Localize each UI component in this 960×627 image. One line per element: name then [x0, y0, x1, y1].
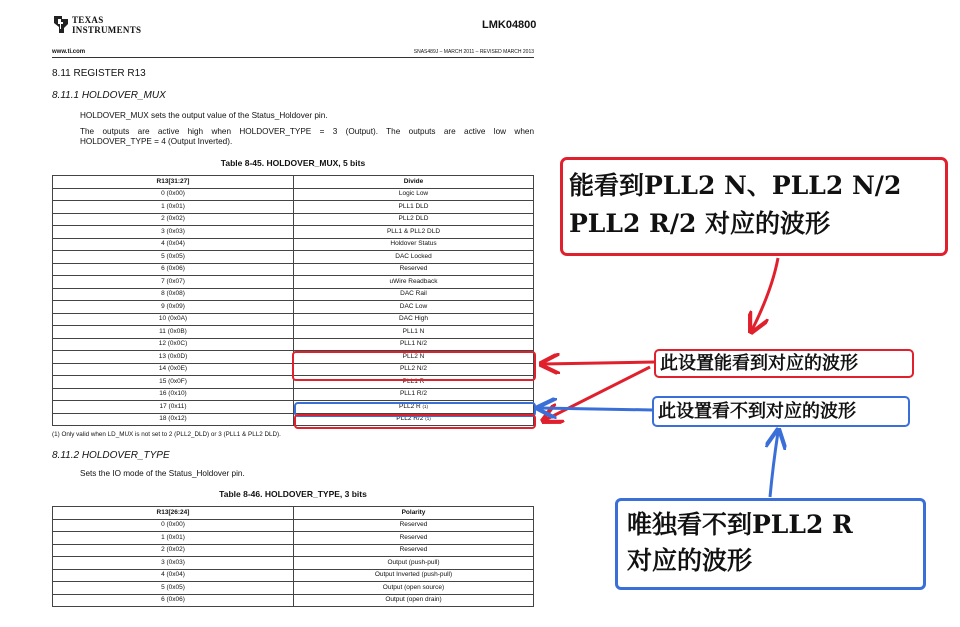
register-value-cell: 9 (0x09) — [53, 301, 294, 314]
setting-cell: Output (open source) — [294, 582, 534, 595]
register-value-cell: 14 (0x0E) — [53, 363, 294, 376]
section-title: 8.11 REGISTER R13 — [52, 68, 146, 79]
register-value-cell: 12 (0x0C) — [53, 338, 294, 351]
register-value-cell: 11 (0x0B) — [53, 326, 294, 339]
website-link[interactable]: www.ti.com — [52, 49, 86, 55]
setting-cell: PLL1 R/2 — [294, 388, 534, 401]
column-header: Divide — [294, 176, 534, 189]
arrow-red-to-pll2-n — [543, 362, 655, 364]
subsection-title-holdover-mux: 8.11.1 HOLDOVER_MUX — [52, 90, 166, 101]
register-value-cell: 6 (0x06) — [53, 263, 294, 276]
setting-cell: DAC Rail — [294, 288, 534, 301]
bottom-callout-line2: 对应的波形 — [627, 546, 753, 575]
blue-label-box — [652, 396, 910, 427]
column-header: R13[26:24] — [53, 507, 294, 520]
holdover-mux-polarity-line1: The outputs are active high when HOLDOVER_TYPE = 3 (Output). The outputs are active low when — [80, 127, 534, 136]
setting-cell: PLL2 N/2 — [294, 363, 534, 376]
setting-cell: Logic Low — [294, 188, 534, 201]
table-caption-holdover-type: Table 8-46. HOLDOVER_TYPE, 3 bits — [219, 489, 367, 499]
register-value-cell: 13 (0x0D) — [53, 351, 294, 364]
red-label-text: 此设置能看到对应的波形 — [660, 353, 858, 374]
setting-cell: PLL1 N/2 — [294, 338, 534, 351]
arrow-red-to-pll2-r2 — [545, 367, 650, 420]
column-header: Polarity — [294, 507, 534, 520]
setting-cell: Output (open drain) — [294, 594, 534, 607]
arrow-blue-to-pll2-r — [540, 408, 653, 410]
part-number: LMK04800 — [482, 19, 537, 31]
top-callout — [560, 157, 948, 256]
table-footnote: (1) Only valid when LD_MUX is not set to 2 (PLL2_DLD) or 3 (PLL1 & PLL2 DLD). — [52, 431, 281, 438]
setting-cell: PLL2 N — [294, 351, 534, 364]
bottom-callout — [615, 498, 926, 590]
setting-cell: DAC Locked — [294, 251, 534, 264]
footnote-marker: (1) — [425, 416, 431, 421]
bottom-callout-line1: 唯独看不到PLL2 R — [627, 510, 853, 539]
register-value-cell: 18 (0x12) — [53, 413, 294, 426]
setting-cell: PLL2 R/2 $^{(1)}$ — [294, 413, 534, 426]
setting-cell: PLL1 DLD — [294, 201, 534, 214]
arrow-bottom-note-up — [770, 432, 778, 497]
revision-text: SNAS489J – MARCH 2011 – REVISED MARCH 2013 — [413, 49, 534, 55]
subsection-title-holdover-type: 8.11.2 HOLDOVER_TYPE — [52, 450, 170, 461]
table-caption-holdover-mux: Table 8-45. HOLDOVER_MUX, 5 bits — [220, 158, 366, 168]
setting-cell: PLL1 R — [294, 376, 534, 389]
blue-label-text: 此设置看不到对应的波形 — [658, 401, 856, 422]
register-value-cell: 7 (0x07) — [53, 276, 294, 289]
register-value-cell: 15 (0x0F) — [53, 376, 294, 389]
register-value-cell: 5 (0x05) — [53, 251, 294, 264]
register-value-cell: 1 (0x01) — [53, 201, 294, 214]
register-value-cell: 3 (0x03) — [53, 226, 294, 239]
register-value-cell: 0 (0x00) — [53, 519, 294, 532]
setting-cell: Reserved — [294, 519, 534, 532]
setting-cell: PLL1 N — [294, 326, 534, 339]
holdover-type-description: Sets the IO mode of the Status_Holdover pin. — [80, 469, 245, 478]
arrow-top-note-down — [752, 258, 778, 330]
setting-cell: uWire Readback — [294, 276, 534, 289]
register-value-cell: 16 (0x10) — [53, 388, 294, 401]
setting-cell: PLL2 DLD — [294, 213, 534, 226]
setting-cell: PLL2 R $^{(1)}$ — [294, 401, 534, 414]
register-value-cell: 5 (0x05) — [53, 582, 294, 595]
register-value-cell: 6 (0x06) — [53, 594, 294, 607]
register-value-cell: 17 (0x11) — [53, 401, 294, 414]
register-value-cell: 2 (0x02) — [53, 544, 294, 557]
setting-cell: Reserved — [294, 263, 534, 276]
register-value-cell: 4 (0x04) — [53, 238, 294, 251]
top-callout-line1: 能看到PLL2 N、PLL2 N/2 — [569, 171, 902, 200]
holdover-mux-polarity-line2: HOLDOVER_TYPE = 4 (Output Inverted). — [80, 137, 233, 146]
setting-cell: DAC Low — [294, 301, 534, 314]
company-name-line2: INSTRUMENTS — [72, 25, 142, 35]
setting-cell: DAC High — [294, 313, 534, 326]
register-value-cell: 0 (0x00) — [53, 188, 294, 201]
register-value-cell: 8 (0x08) — [53, 288, 294, 301]
footnote-marker: (1) — [422, 403, 428, 409]
setting-cell: Output Inverted (push-pull) — [294, 569, 534, 582]
register-value-cell: 10 (0x0A) — [53, 313, 294, 326]
setting-cell: Output (push-pull) — [294, 557, 534, 570]
setting-cell: Holdover Status — [294, 238, 534, 251]
company-name-line1: TEXAS — [72, 15, 104, 25]
setting-cell: PLL1 & PLL2 DLD — [294, 226, 534, 239]
register-value-cell: 1 (0x01) — [53, 532, 294, 545]
top-callout-line2: PLL2 R/2 对应的波形 — [569, 209, 831, 238]
setting-cell: Reserved — [294, 532, 534, 545]
column-header: R13[31:27] — [53, 176, 294, 189]
holdover-mux-description: HOLDOVER_MUX sets the output value of the Status_Holdover pin. — [80, 111, 328, 120]
red-label-box — [654, 349, 914, 378]
register-value-cell: 3 (0x03) — [53, 557, 294, 570]
register-value-cell: 4 (0x04) — [53, 569, 294, 582]
setting-cell: Reserved — [294, 544, 534, 557]
register-value-cell: 2 (0x02) — [53, 213, 294, 226]
